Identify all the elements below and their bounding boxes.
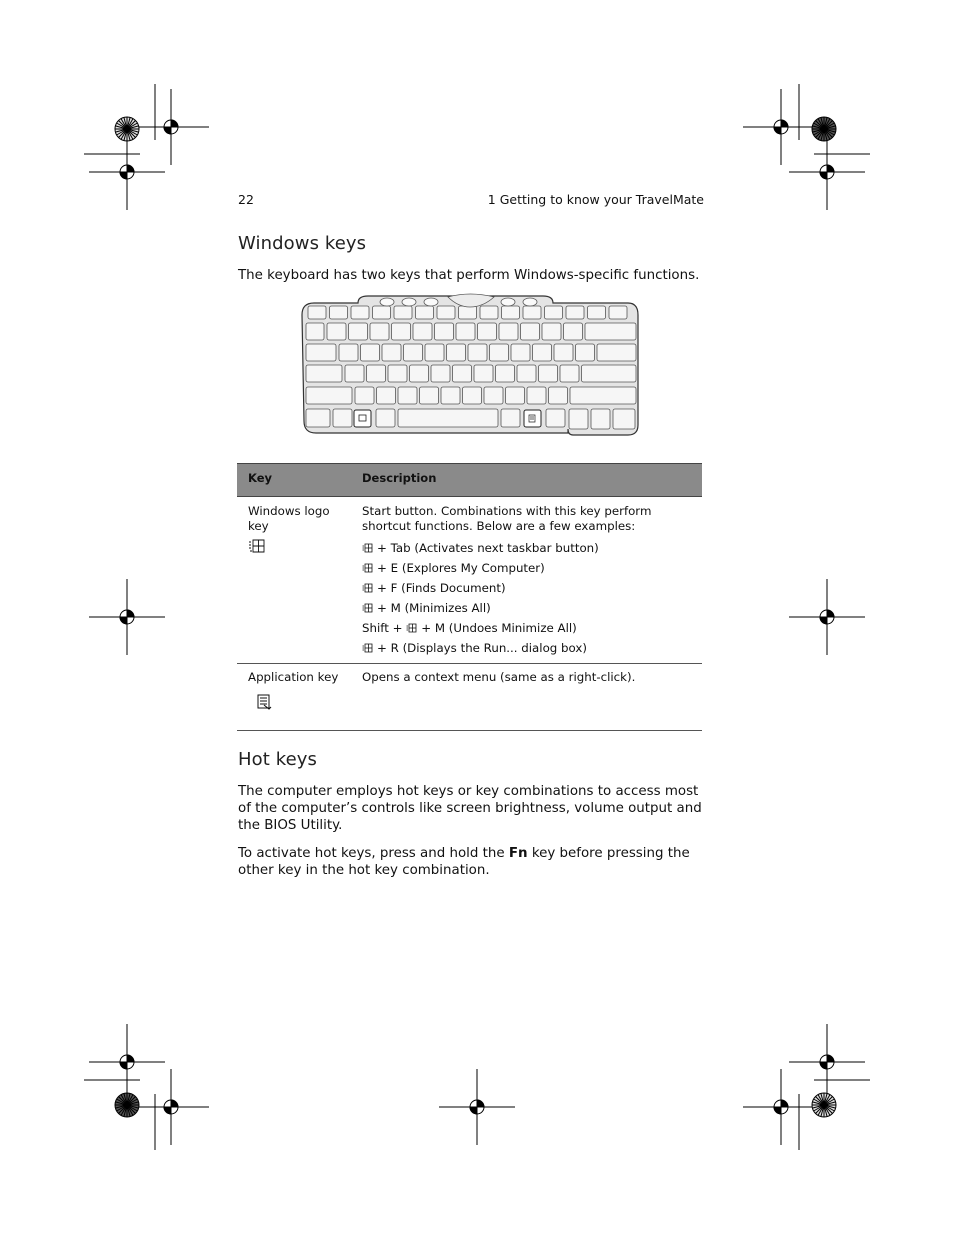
section-title-hot-keys: Hot keys (238, 749, 318, 770)
key-name: Windows logo key (248, 504, 330, 533)
shortcut-example (362, 618, 692, 638)
section-title-windows-keys: Windows keys (238, 233, 367, 254)
windows-logo-icon (362, 543, 373, 553)
hot-keys-paragraph: The computer employs hot keys or key combinations to access most of the computer’s controls like screen brightness, volume output and the BIOS Utility. (238, 784, 702, 833)
windows-logo-icon (248, 538, 266, 554)
column-header-key: Key (248, 471, 273, 485)
windows-logo-icon (362, 583, 373, 593)
shortcut-example (362, 578, 692, 598)
windows-logo-icon (362, 643, 373, 653)
keyboard-windows-key (354, 410, 371, 427)
shortcut-example (362, 558, 692, 578)
windows-keys-intro: The keyboard has two keys that perform Windows-specific functions. (238, 268, 700, 283)
windows-logo-icon (406, 623, 417, 633)
windows-logo-icon (362, 603, 373, 613)
running-head: 1 Getting to know your TravelMate (487, 192, 704, 207)
shortcut-text: + Tab (Activates next taskbar button) (377, 541, 599, 555)
shortcut-example (362, 598, 692, 618)
table-row (237, 497, 702, 664)
shortcut-text: + F (Finds Document) (377, 581, 506, 595)
text-span: key before pressing the other key in the hot key combination. (238, 846, 690, 878)
windows-keys-table (237, 463, 702, 731)
key-description: Opens a context menu (same as a right-click). (362, 670, 636, 684)
application-menu-icon (255, 693, 273, 711)
column-header-description: Description (362, 471, 437, 485)
fn-key-label: Fn (508, 846, 528, 861)
shortcut-text: + M (Undoes Minimize All) (421, 621, 577, 635)
shortcut-prefix: Shift + (362, 621, 403, 635)
shortcut-example (362, 638, 692, 658)
table-row (237, 664, 702, 731)
shortcut-text: + R (Displays the Run... dialog box) (377, 641, 587, 655)
shortcut-text: + E (Explores My Computer) (377, 561, 545, 575)
table-header (237, 463, 702, 497)
key-name: Application key (248, 670, 339, 684)
windows-logo-icon (362, 563, 373, 573)
hot-keys-activation-paragraph (238, 845, 704, 879)
key-description: Start button. Combinations with this key perform shortcut functions. Below are a few examples: (362, 504, 652, 533)
text-span: To activate hot keys, press and hold the (238, 846, 509, 861)
shortcut-example (362, 538, 692, 558)
keyboard-illustration (298, 293, 643, 438)
keyboard-application-key (524, 410, 541, 427)
shortcut-text: + M (Minimizes All) (377, 601, 491, 615)
page-number: 22 (238, 192, 254, 207)
